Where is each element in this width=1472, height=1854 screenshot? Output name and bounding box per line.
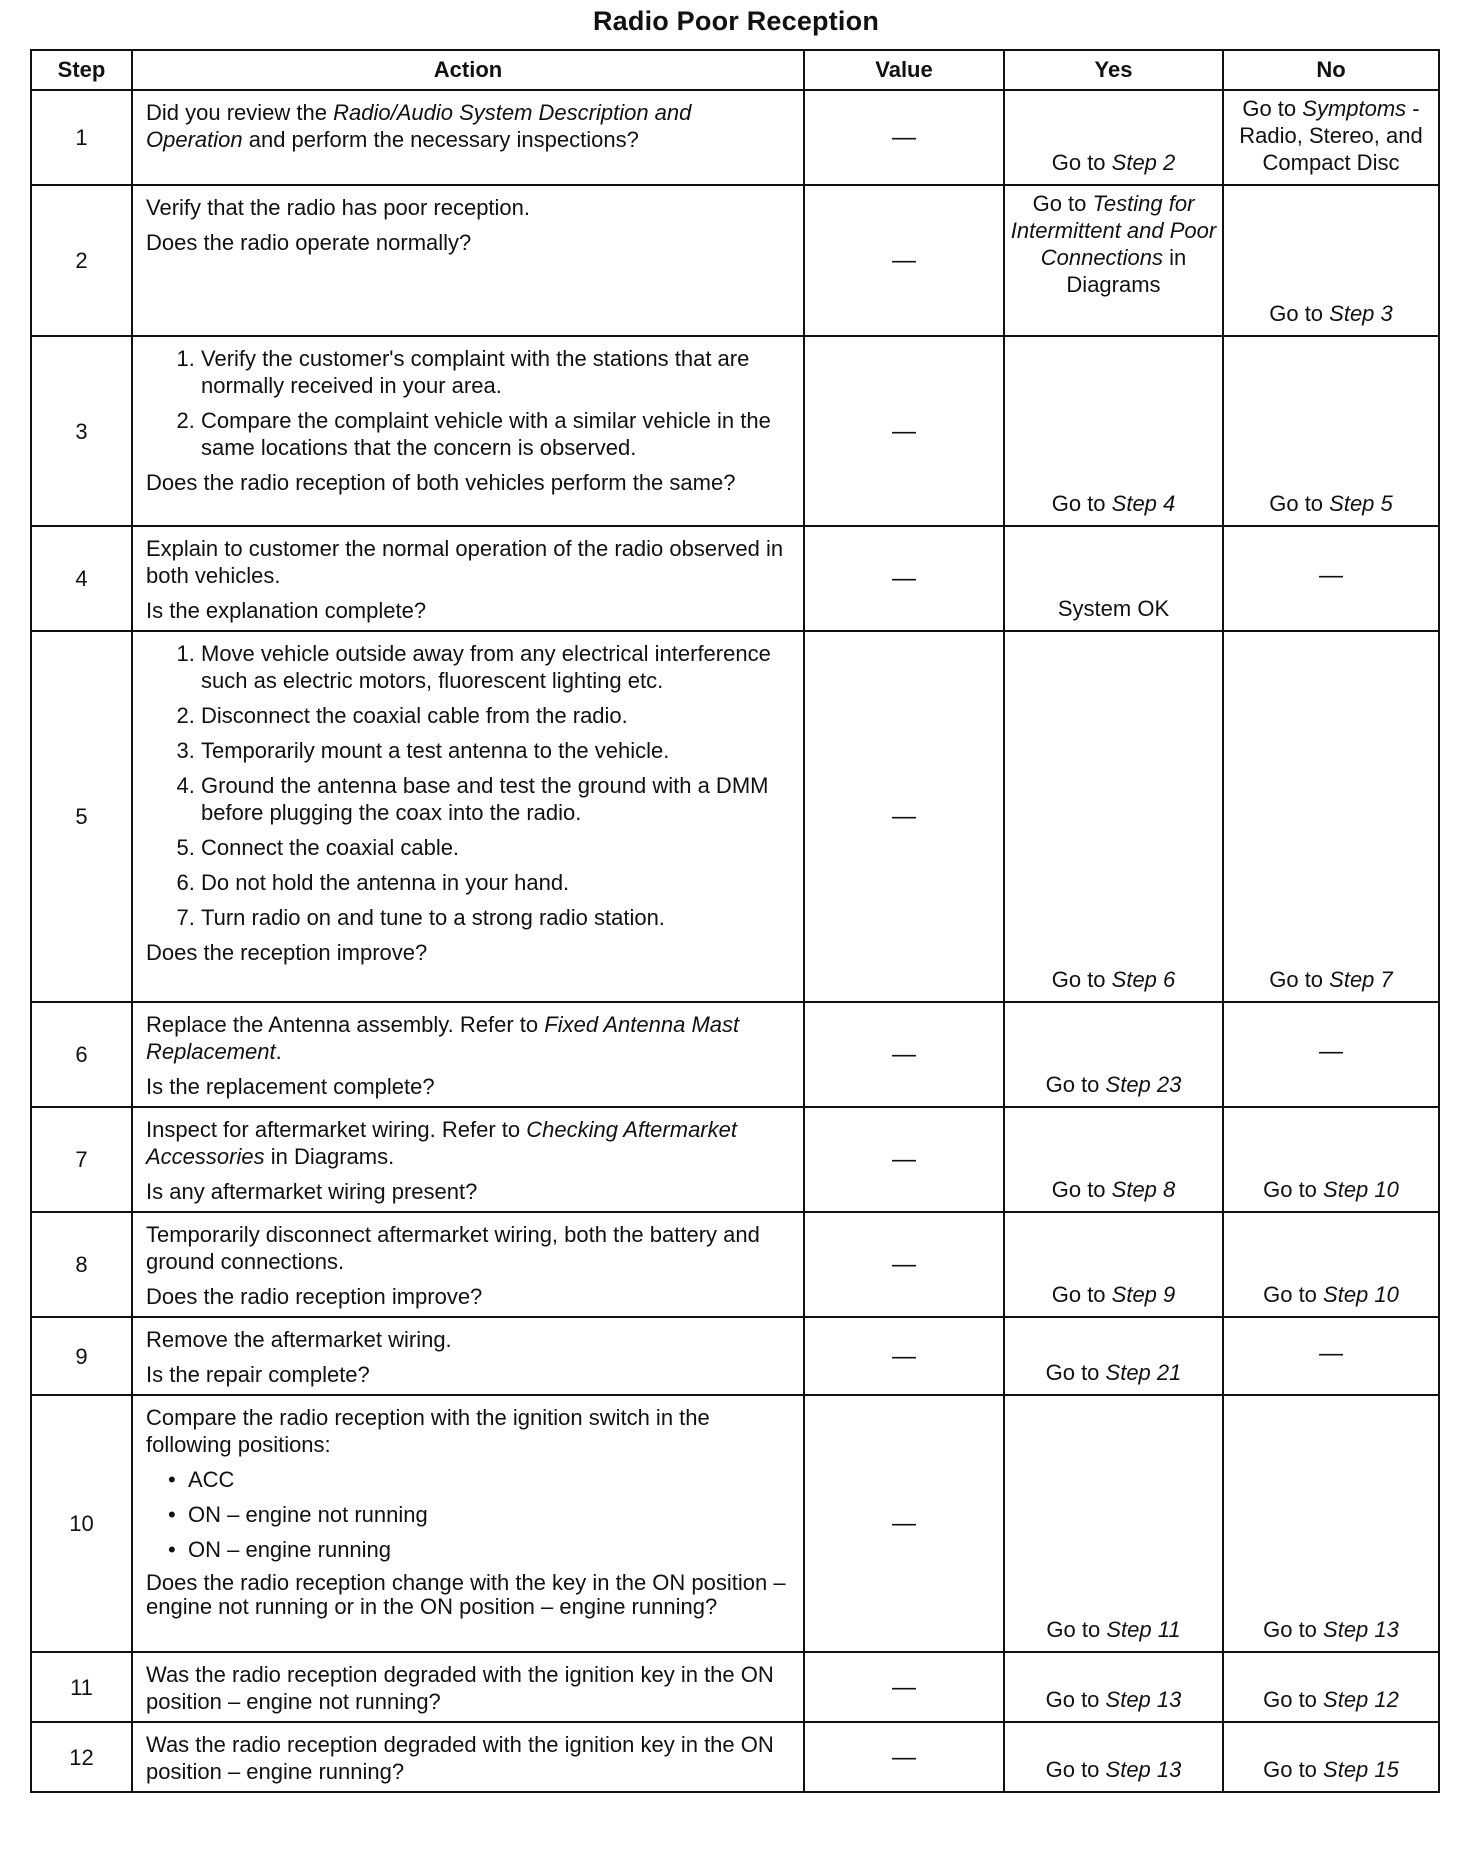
value-cell: — — [804, 1722, 1004, 1792]
yes-text: Go to — [1051, 967, 1112, 992]
no-cell — [1223, 185, 1439, 336]
header-step: Step — [31, 50, 132, 90]
action-cell — [132, 1002, 804, 1107]
action-cell — [132, 1317, 804, 1395]
yes-cell — [1004, 185, 1223, 336]
value-cell: — — [804, 1652, 1004, 1722]
step-number: 8 — [31, 1212, 132, 1317]
value-cell: — — [804, 1317, 1004, 1395]
table-row — [31, 631, 1439, 1002]
step-number: 4 — [31, 526, 132, 631]
yes-target: Step 11 — [1106, 1617, 1181, 1642]
value-cell: — — [804, 1395, 1004, 1652]
table-row — [31, 1395, 1439, 1652]
value-cell: — — [804, 1002, 1004, 1107]
reference-link: Checking Aftermarket Accessories — [146, 1117, 737, 1169]
action-text: Verify that the radio has poor reception. — [146, 195, 531, 220]
list-item: 3. Temporarily mount a test antenna to the vehicle. — [201, 737, 793, 764]
no-text: Go to — [1269, 301, 1330, 326]
no-cell — [1223, 1107, 1439, 1212]
table-row — [31, 336, 1439, 526]
yes-target: Step 21 — [1105, 1360, 1182, 1385]
action-question: Does the radio reception change with the key in the ON position – engine not running or in the ON position – engine running? — [146, 1570, 786, 1619]
action-text: Temporarily disconnect aftermarket wiring, both the battery and ground connections. — [146, 1222, 760, 1274]
action-question: Does the radio reception of both vehicles perform the same? — [146, 470, 736, 495]
table-row — [31, 185, 1439, 336]
yes-text: in Diagrams — [1066, 245, 1187, 297]
table-row — [31, 1722, 1439, 1792]
action-text: Remove the aftermarket wiring. — [146, 1327, 452, 1352]
action-text: in Diagrams. — [264, 1144, 395, 1169]
header-no: No — [1223, 50, 1439, 90]
action-text: Explain to customer the normal operation of the radio observed in both vehicles. — [146, 536, 784, 588]
yes-target: Step 8 — [1111, 1177, 1176, 1202]
header-yes: Yes — [1004, 50, 1223, 90]
action-cell — [132, 1107, 804, 1212]
value-cell: — — [804, 631, 1004, 1002]
no-cell: — — [1223, 1002, 1439, 1107]
action-cell — [132, 185, 804, 336]
yes-text: Go to — [1032, 191, 1093, 216]
value-cell: — — [804, 90, 1004, 185]
no-target: Step 15 — [1323, 1757, 1399, 1782]
table-row — [31, 1212, 1439, 1317]
yes-text: Go to — [1051, 150, 1112, 175]
step-number: 10 — [31, 1395, 132, 1652]
yes-target: Testing for Intermittent and Poor Connections — [1010, 191, 1217, 270]
action-text: Did you review the — [146, 100, 334, 125]
list-item: • ACC — [188, 1466, 793, 1493]
no-cell — [1223, 1395, 1439, 1652]
yes-cell — [1004, 1317, 1223, 1395]
value-cell: — — [804, 336, 1004, 526]
value-cell: — — [804, 1212, 1004, 1317]
action-question: Is the replacement complete? — [146, 1074, 435, 1099]
yes-cell — [1004, 1002, 1223, 1107]
yes-text: Go to — [1051, 1177, 1112, 1202]
list-item: • ON – engine not running — [188, 1501, 793, 1528]
no-target: Step 5 — [1329, 491, 1393, 516]
header-row — [31, 50, 1439, 90]
no-target: Step 12 — [1323, 1687, 1399, 1712]
diagnostic-table — [30, 49, 1440, 1793]
reference-link: Radio/Audio System Description and Operation — [146, 100, 692, 152]
no-text: Go to — [1269, 491, 1330, 516]
no-cell: — — [1223, 1317, 1439, 1395]
action-question: Was the radio reception degraded with the ignition key in the ON position – engine running? — [146, 1732, 774, 1784]
step-number: 11 — [31, 1652, 132, 1722]
action-text: Compare the radio reception with the ignition switch in the following positions: — [146, 1405, 710, 1457]
list-item: 2. Compare the complaint vehicle with a similar vehicle in the same locations that the concern is observed. — [201, 407, 793, 461]
action-cell — [132, 631, 804, 1002]
table-row — [31, 90, 1439, 185]
header-value: Value — [804, 50, 1004, 90]
action-question: Does the radio reception improve? — [146, 1284, 483, 1309]
step-number: 12 — [31, 1722, 132, 1792]
no-target: Step 10 — [1323, 1282, 1399, 1307]
no-cell — [1223, 1652, 1439, 1722]
yes-target: Step 6 — [1111, 967, 1176, 992]
yes-target: Step 23 — [1105, 1072, 1182, 1097]
list-item: 2. Disconnect the coaxial cable from the radio. — [201, 702, 793, 729]
no-cell: — — [1223, 526, 1439, 631]
action-cell — [132, 336, 804, 526]
table-row — [31, 526, 1439, 631]
yes-cell — [1004, 90, 1223, 185]
yes-cell — [1004, 1652, 1223, 1722]
no-text: - Radio, Stereo, and Compact Disc — [1239, 96, 1423, 175]
action-cell — [132, 1722, 804, 1792]
list-item: 1. Move vehicle outside away from any electrical interference such as electric motors, fluorescent lighting etc. — [201, 640, 793, 694]
table-row — [31, 1317, 1439, 1395]
yes-text: Go to — [1051, 491, 1112, 516]
action-question: Does the reception improve? — [146, 940, 428, 965]
no-text: Go to — [1263, 1177, 1324, 1202]
value-cell: — — [804, 1107, 1004, 1212]
step-number: 2 — [31, 185, 132, 336]
step-number: 6 — [31, 1002, 132, 1107]
reference-link: Fixed Antenna Mast Replacement — [146, 1012, 740, 1064]
yes-target: Step 4 — [1111, 491, 1176, 516]
no-text: Go to — [1242, 96, 1303, 121]
no-text: Go to — [1263, 1687, 1324, 1712]
no-target: Step 7 — [1329, 967, 1393, 992]
yes-cell: System OK — [1004, 526, 1223, 631]
step-number: 1 — [31, 90, 132, 185]
action-cell — [132, 526, 804, 631]
yes-target: Step 2 — [1111, 150, 1176, 175]
action-cell — [132, 1652, 804, 1722]
yes-text: Go to — [1045, 1360, 1106, 1385]
list-item: 5. Connect the coaxial cable. — [201, 834, 793, 861]
no-cell — [1223, 631, 1439, 1002]
list-item: • ON – engine running — [188, 1536, 793, 1563]
no-cell — [1223, 1722, 1439, 1792]
table-row — [31, 1652, 1439, 1722]
step-number: 5 — [31, 631, 132, 1002]
no-text: Go to — [1269, 967, 1330, 992]
value-cell: — — [804, 185, 1004, 336]
action-question: Does the radio operate normally? — [146, 230, 472, 255]
no-cell — [1223, 1212, 1439, 1317]
yes-text: Go to — [1051, 1282, 1112, 1307]
action-question: Is the repair complete? — [146, 1362, 370, 1387]
step-number: 3 — [31, 336, 132, 526]
list-item: 7. Turn radio on and tune to a strong radio station. — [201, 904, 793, 931]
list-item: 4. Ground the antenna base and test the ground with a DMM before plugging the coax into the radio. — [201, 772, 793, 826]
action-text: Inspect for aftermarket wiring. Refer to — [146, 1117, 527, 1142]
action-cell — [132, 1212, 804, 1317]
table-row — [31, 1107, 1439, 1212]
yes-cell — [1004, 1107, 1223, 1212]
no-target: Step 10 — [1323, 1177, 1399, 1202]
action-question: Is the explanation complete? — [146, 598, 427, 623]
action-text: . — [275, 1039, 282, 1064]
no-target: Symptoms — [1302, 96, 1407, 121]
no-text: Go to — [1263, 1617, 1324, 1642]
no-target: Step 13 — [1323, 1617, 1399, 1642]
action-cell — [132, 1395, 804, 1652]
yes-text: Go to — [1046, 1617, 1107, 1642]
yes-cell — [1004, 336, 1223, 526]
yes-target: Step 9 — [1111, 1282, 1176, 1307]
yes-cell — [1004, 1722, 1223, 1792]
yes-text: Go to — [1045, 1757, 1106, 1782]
yes-cell — [1004, 1395, 1223, 1652]
yes-cell — [1004, 631, 1223, 1002]
value-cell: — — [804, 526, 1004, 631]
step-number: 9 — [31, 1317, 132, 1395]
action-text: Replace the Antenna assembly. Refer to — [146, 1012, 545, 1037]
action-question: Is any aftermarket wiring present? — [146, 1179, 478, 1204]
page-title: Radio Poor Reception — [592, 6, 880, 36]
list-item: 1. Verify the customer's complaint with the stations that are normally received in your area. — [201, 345, 793, 399]
yes-text: Go to — [1045, 1072, 1106, 1097]
list-item: 6. Do not hold the antenna in your hand. — [201, 869, 793, 896]
step-number: 7 — [31, 1107, 132, 1212]
no-text: Go to — [1263, 1282, 1324, 1307]
table-row — [31, 1002, 1439, 1107]
action-cell — [132, 90, 804, 185]
yes-text: Go to — [1045, 1687, 1106, 1712]
no-target: Step 3 — [1329, 301, 1393, 326]
action-question: Was the radio reception degraded with the ignition key in the ON position – engine not running? — [146, 1662, 774, 1714]
yes-target: Step 13 — [1105, 1757, 1182, 1782]
header-action: Action — [132, 50, 804, 90]
no-cell — [1223, 336, 1439, 526]
yes-target: Step 13 — [1105, 1687, 1182, 1712]
no-cell — [1223, 90, 1439, 185]
action-text: and perform the necessary inspections? — [242, 127, 639, 152]
yes-cell — [1004, 1212, 1223, 1317]
no-text: Go to — [1263, 1757, 1324, 1782]
